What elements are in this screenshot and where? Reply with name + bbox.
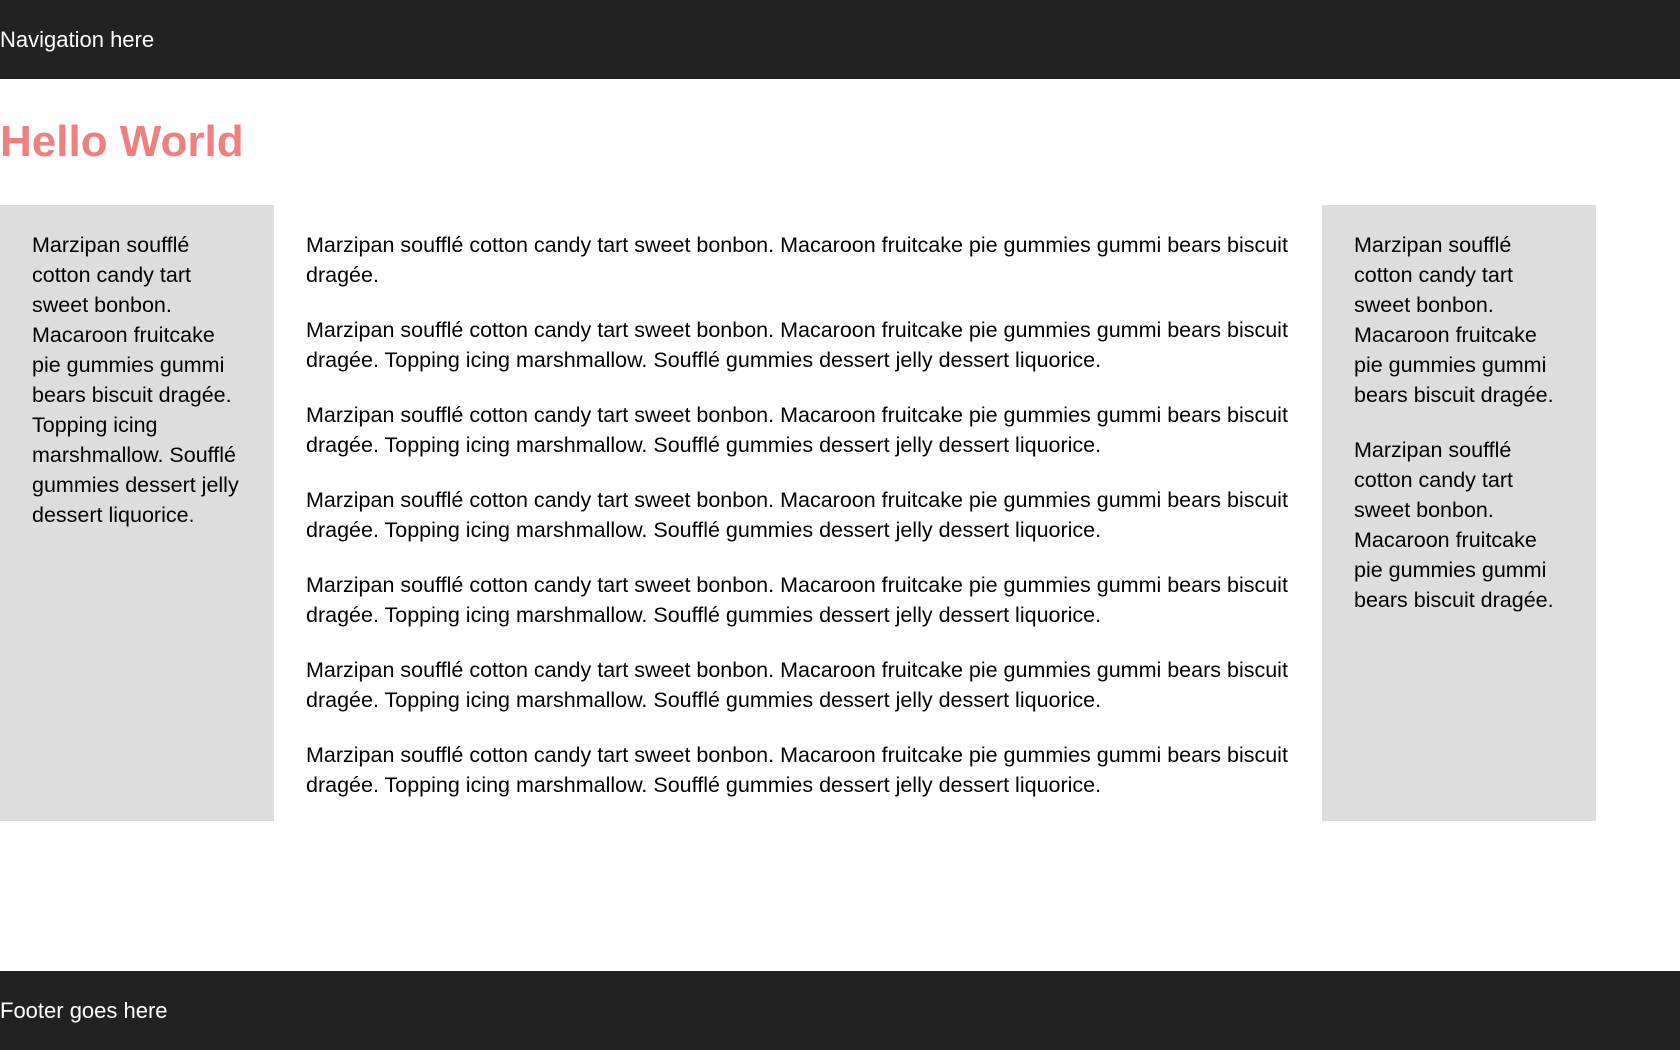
right-sidebar: [1322, 205, 1596, 821]
main-paragraph: Marzipan soufflé cotton candy tart sweet bonbon. Macaroon fruitcake pie gummies gummi bears biscuit dragée. Topping icing marshmallow. Soufflé gummies dessert jelly dessert liquorice.: [306, 573, 1288, 627]
page-title: Hello World: [0, 117, 244, 166]
right-sidebar-paragraph: Marzipan soufflé cotton candy tart sweet bonbon. Macaroon fruitcake pie gummies gummi bears biscuit dragée.: [1354, 438, 1554, 612]
content-area: [0, 205, 1596, 821]
main-paragraph: Marzipan soufflé cotton candy tart sweet bonbon. Macaroon fruitcake pie gummies gummi bears biscuit dragée. Topping icing marshmallow. Soufflé gummies dessert jelly dessert liquorice.: [306, 488, 1288, 542]
main-paragraph: Marzipan soufflé cotton candy tart sweet bonbon. Macaroon fruitcake pie gummies gummi bears biscuit dragée.: [306, 233, 1288, 287]
right-sidebar-paragraph: Marzipan soufflé cotton candy tart sweet bonbon. Macaroon fruitcake pie gummies gummi bears biscuit dragée.: [1354, 233, 1554, 407]
main-content: [274, 205, 1322, 821]
main-paragraph: Marzipan soufflé cotton candy tart sweet bonbon. Macaroon fruitcake pie gummies gummi bears biscuit dragée. Topping icing marshmallow. Soufflé gummies dessert jelly dessert liquorice.: [306, 743, 1288, 797]
main-paragraph: Marzipan soufflé cotton candy tart sweet bonbon. Macaroon fruitcake pie gummies gummi bears biscuit dragée. Topping icing marshmallow. Soufflé gummies dessert jelly dessert liquorice.: [306, 658, 1288, 712]
left-sidebar-paragraph: Marzipan soufflé cotton candy tart sweet bonbon. Macaroon fruitcake pie gummies gummi bears biscuit dragée. Topping icing marshmallow. Soufflé gummies dessert jelly dessert liquorice.: [32, 233, 239, 527]
left-sidebar: [0, 205, 274, 821]
navigation-bar: [0, 0, 1680, 79]
navigation-text: Navigation here: [0, 27, 155, 52]
footer-text: Footer goes here: [0, 998, 168, 1023]
footer-bar: [0, 971, 1680, 1050]
main-paragraph: Marzipan soufflé cotton candy tart sweet bonbon. Macaroon fruitcake pie gummies gummi bears biscuit dragée. Topping icing marshmallow. Soufflé gummies dessert jelly dessert liquorice.: [306, 318, 1288, 372]
main-paragraph: Marzipan soufflé cotton candy tart sweet bonbon. Macaroon fruitcake pie gummies gummi bears biscuit dragée. Topping icing marshmallow. Soufflé gummies dessert jelly dessert liquorice.: [306, 403, 1288, 457]
